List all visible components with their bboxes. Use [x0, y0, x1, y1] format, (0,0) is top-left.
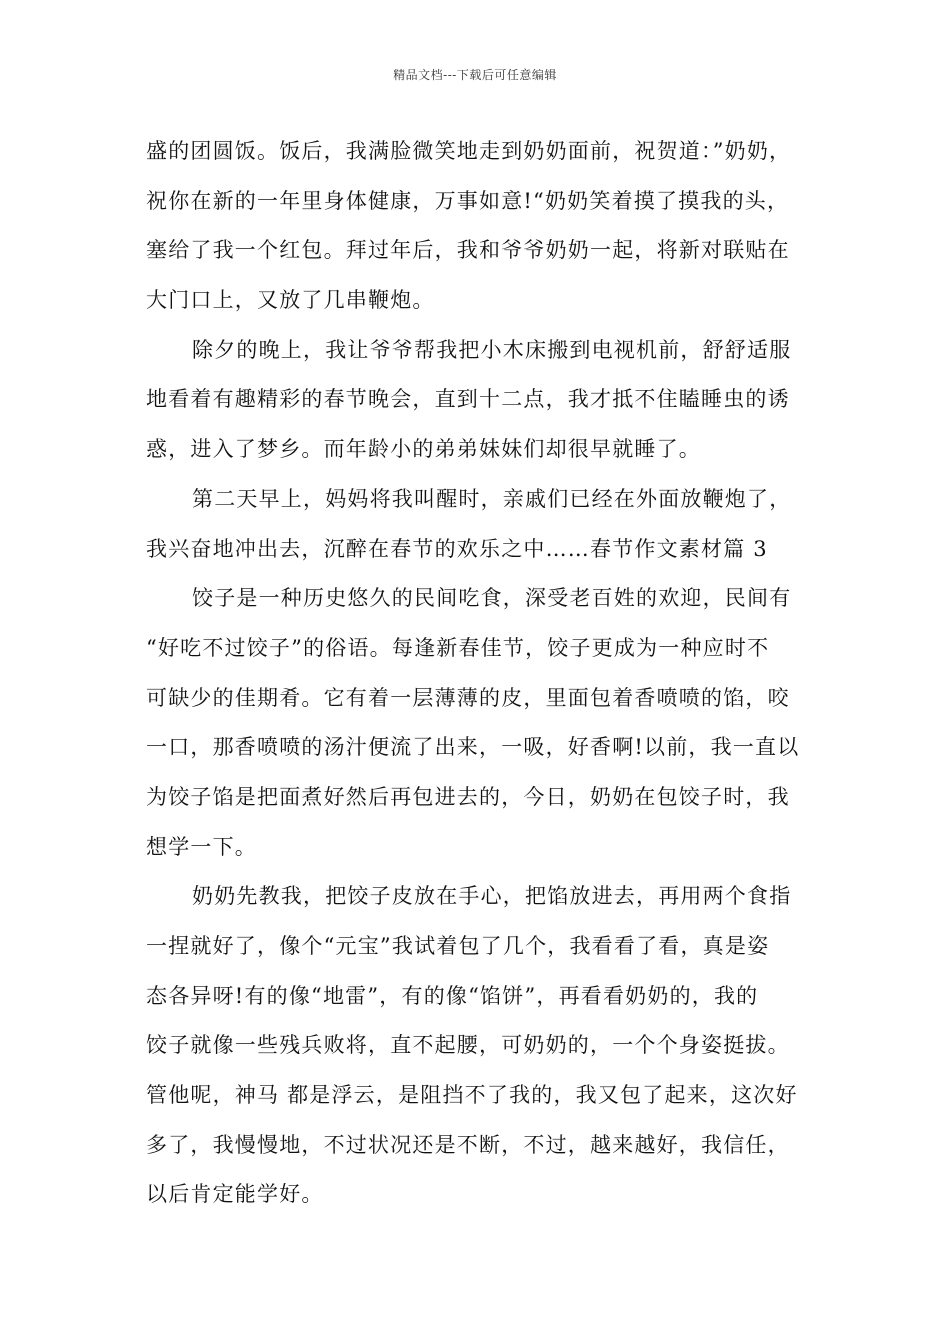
text-line: “好吃不过饺子”的俗语。每逢新春佳节，饺子更成为一种应时不 [146, 635, 770, 660]
text-line: 大门口上，又放了几串鞭炮。 [146, 288, 435, 313]
paragraph-start-line: 饺子是一种历史悠久的民间吃食，深受老百姓的欢迎，民间有 [192, 586, 792, 611]
text-line: 惑，进入了梦乡。而年龄小的弟弟妹妹们却很早就睡了。 [146, 437, 701, 462]
document-body [146, 127, 816, 1220]
text-line: 我兴奋地冲出去，沉醉在春节的欢乐之中……春节作文素材篇 3 [146, 536, 768, 561]
paragraph-start-line: 除夕的晚上，我让爷爷帮我把小木床搬到电视机前，舒舒适服 [192, 337, 792, 362]
text-line: 为饺子馅是把面煮好然后再包进去的，今日，奶奶在包饺子时，我 [146, 784, 790, 809]
text-line: 管他呢，神马 都是浮云，是阻挡不了我的，我又包了起来，这次好 [146, 1083, 798, 1108]
text-line: 地看着有趣精彩的春节晚会，直到十二点，我才抵不住瞌睡虫的诱 [146, 387, 790, 412]
text-line: 饺子就像一些残兵败将，直不起腰，可奶奶的，一个个身姿挺拔。 [146, 1033, 790, 1058]
text-line: 盛的团圆饭。饭后，我满脸微笑地走到奶奶面前，祝贺道：”奶奶， [146, 139, 792, 163]
text-line: 塞给了我一个红包。拜过年后，我和爷爷奶奶一起，将新对联贴在 [146, 238, 790, 263]
paragraph-start-line: 第二天早上，妈妈将我叫醒时，亲戚们已经在外面放鞭炮了， [192, 486, 792, 511]
text-line: 可缺少的佳期肴。它有着一层薄薄的皮，里面包着香喷喷的馅，咬 [146, 685, 790, 710]
text-line: 一口，那香喷喷的汤汁便流了出来，一吸，好香啊!以前，我一直以 [146, 735, 800, 760]
page-header: 精品文档---下载后可任意编辑 [393, 68, 557, 82]
text-line: 多了，我慢慢地，不过状况还是不断，不过，越来越好，我信任， [146, 1132, 790, 1157]
paragraph-start-line: 奶奶先教我，把饺子皮放在手心，把馅放进去，再用两个食指 [192, 884, 792, 909]
text-line: 祝你在新的一年里身体健康，万事如意!“奶奶笑着摸了摸我的头， [146, 188, 790, 213]
text-line: 以后肯定能学好。 [146, 1182, 324, 1207]
text-line: 想学一下。 [146, 834, 257, 859]
text-line: 一捏就好了，像个“元宝”我试着包了几个，我看看了看，真是姿 [146, 934, 770, 958]
text-line: 态各异呀!有的像“地雷”，有的像“馅饼”，再看看奶奶的，我的 [146, 983, 759, 1008]
